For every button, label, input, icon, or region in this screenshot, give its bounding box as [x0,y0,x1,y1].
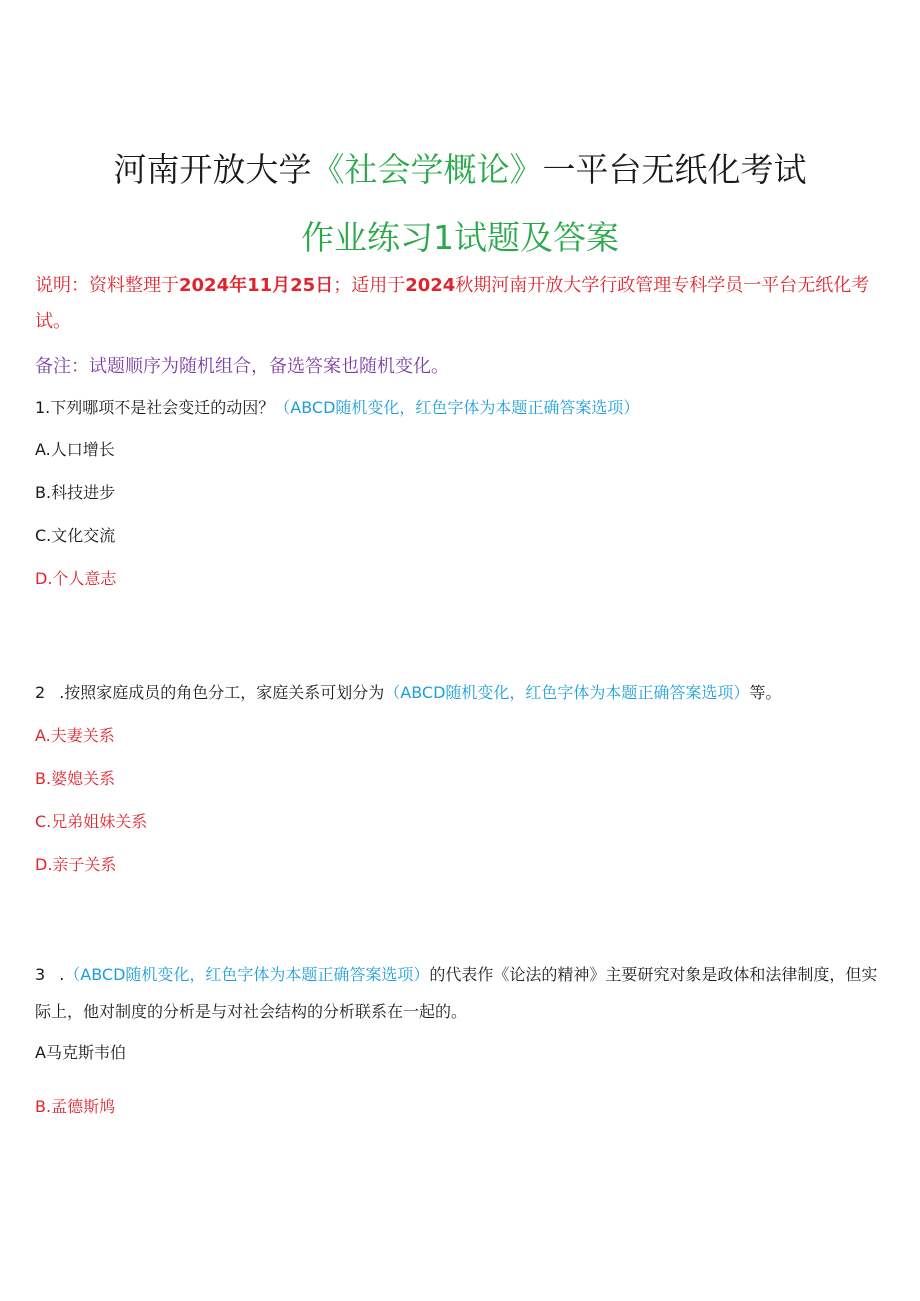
title-part1: 河南开放大学 [113,150,312,189]
question-3-text: . [59,965,65,984]
question-3-option-b-correct: B.孟德斯鸠 [35,1097,116,1116]
remark-paragraph: 备注：试题顺序为随机组合，备选答案也随机变化。 [35,356,449,377]
question-2-option-a-correct: A.夫妻关系 [35,726,115,745]
question-2-hint: （ABCD随机变化，红色字体为本题正确答案选项） [384,683,750,702]
question-2-tail: 等。 [749,683,782,702]
question-3-option-a: A马克斯韦伯 [35,1043,126,1062]
question-1-option-c: C.文化交流 [35,526,116,545]
question-2 [35,674,890,711]
question-1-option-a: A.人口增长 [35,440,115,459]
question-3-number: 3 [35,965,46,984]
note-paragraph [35,268,890,340]
note-date: 2024年11月25日 [179,275,334,296]
note-middle: ；适用于 [333,275,406,296]
document-title [0,146,920,194]
question-2-text: .按照家庭成员的角色分工，家庭关系可划分为 [59,683,385,702]
question-3-tail: 的代表作《论法的精神》主要研究对象是政体和法律制度，但实际上，他对制度的分析是与对社会结构的分析联系在一起的。 [35,965,878,1021]
note-term: 2024 [405,275,456,296]
question-1-option-d-correct: D.个人意志 [35,569,117,588]
question-2-option-c-correct: C.兄弟姐妹关系 [35,812,148,831]
note-prefix: 说明：资料整理于 [35,275,179,296]
question-2-option-d-correct: D.亲子关系 [35,855,117,874]
title-course: 《社会学概论》 [311,150,543,189]
question-1-hint: （ABCD随机变化，红色字体为本题正确答案选项） [274,398,640,417]
question-1 [35,389,890,426]
question-1-option-b: B.科技进步 [35,483,116,502]
question-2-option-b-correct: B.婆媳关系 [35,769,116,788]
question-2-number: 2 [35,683,46,702]
question-1-text: 1.下列哪项不是社会变迁的动因？ [35,398,275,417]
title-part2: 一平台无纸化考试 [542,150,807,189]
question-3 [35,956,890,1030]
question-3-hint: （ABCD随机变化，红色字体为本题正确答案选项） [64,965,430,984]
document-subtitle: 作业练习1试题及答案 [301,218,619,257]
note-suffix: 秋期河南开放大学行政管理专科学员一平台无纸化考试。 [35,275,870,332]
